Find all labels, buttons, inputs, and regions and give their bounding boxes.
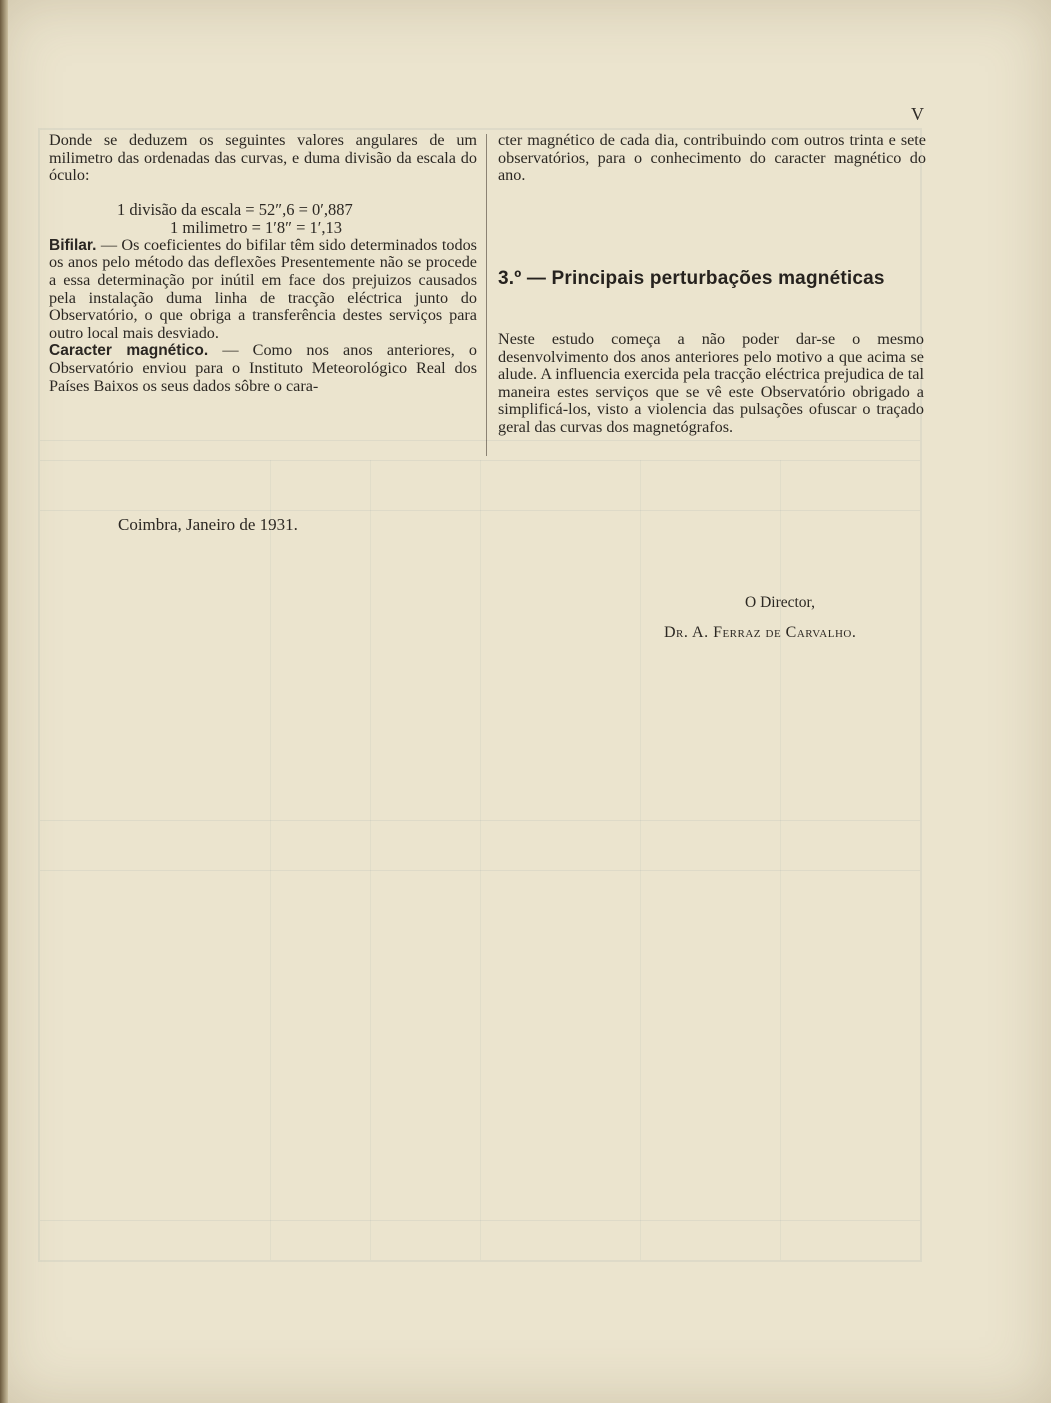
equation-millimetre: 1 milimetro = 1′8″ = 1′,13 xyxy=(170,217,343,237)
right-column-bottom xyxy=(498,331,924,437)
signature-role: O Director, xyxy=(745,594,815,611)
equation-scale-division: 1 divisão da escala = 52″,6 = 0′,887 xyxy=(117,199,353,219)
left-column xyxy=(49,132,477,395)
continuation-paragraph: cter magnético de cada dia, contribuindo com outros trinta e sete observatórios, para o conhecimento do caracter magnético do ano. xyxy=(498,131,926,185)
signature-name: Dr. A. Ferraz de Carvalho. xyxy=(664,624,857,641)
bifilar-text: — Os coeficientes do bifilar têm sido determinados todos os anos pelo método das deflexões Presentemente não se procede a essa determinação por inútil em face dos prejuizos causados pela instalação duma linha de tracção eléctrica junto do Observatório, o que obriga a transferência destes serviços para outro local mais desviado. xyxy=(49,235,477,342)
section-paragraph: Neste estudo começa a não poder dar-se o mesmo desenvolvimento dos anos anteriores pelo motivo a que acima se alude. A influencia exercida pela tracção eléctrica prejudica de tal maneira estes serviços que se vê este Observatório obrigado a simplificá-los, visto a violencia das pulsações ofuscar o traçado geral das curvas dos magnetógrafos. xyxy=(498,330,924,436)
equation-block xyxy=(117,201,477,237)
column-divider xyxy=(486,134,487,456)
caracter-paragraph xyxy=(49,342,477,395)
caracter-heading: Caracter magnético. xyxy=(49,342,209,360)
page-number: V xyxy=(911,104,924,124)
right-column-top xyxy=(498,132,926,185)
bifilar-heading: Bifilar. xyxy=(49,236,97,254)
place-date: Coimbra, Janeiro de 1931. xyxy=(118,515,298,534)
page-binding-edge xyxy=(0,0,8,1403)
intro-paragraph: Donde se deduzem os seguintes valores angulares de um milimetro das ordenadas das curvas, e duma divisão da escala do óculo: xyxy=(49,131,477,185)
section-title: 3.º — Principais perturbações magnéticas xyxy=(498,268,885,289)
bifilar-paragraph xyxy=(49,237,477,343)
caracter-text: — Como nos anos anteriores, o Observatório enviou para o Instituto Meteorológico Real dos Países Baixos os seus dados sôbre o cara- xyxy=(49,341,478,395)
